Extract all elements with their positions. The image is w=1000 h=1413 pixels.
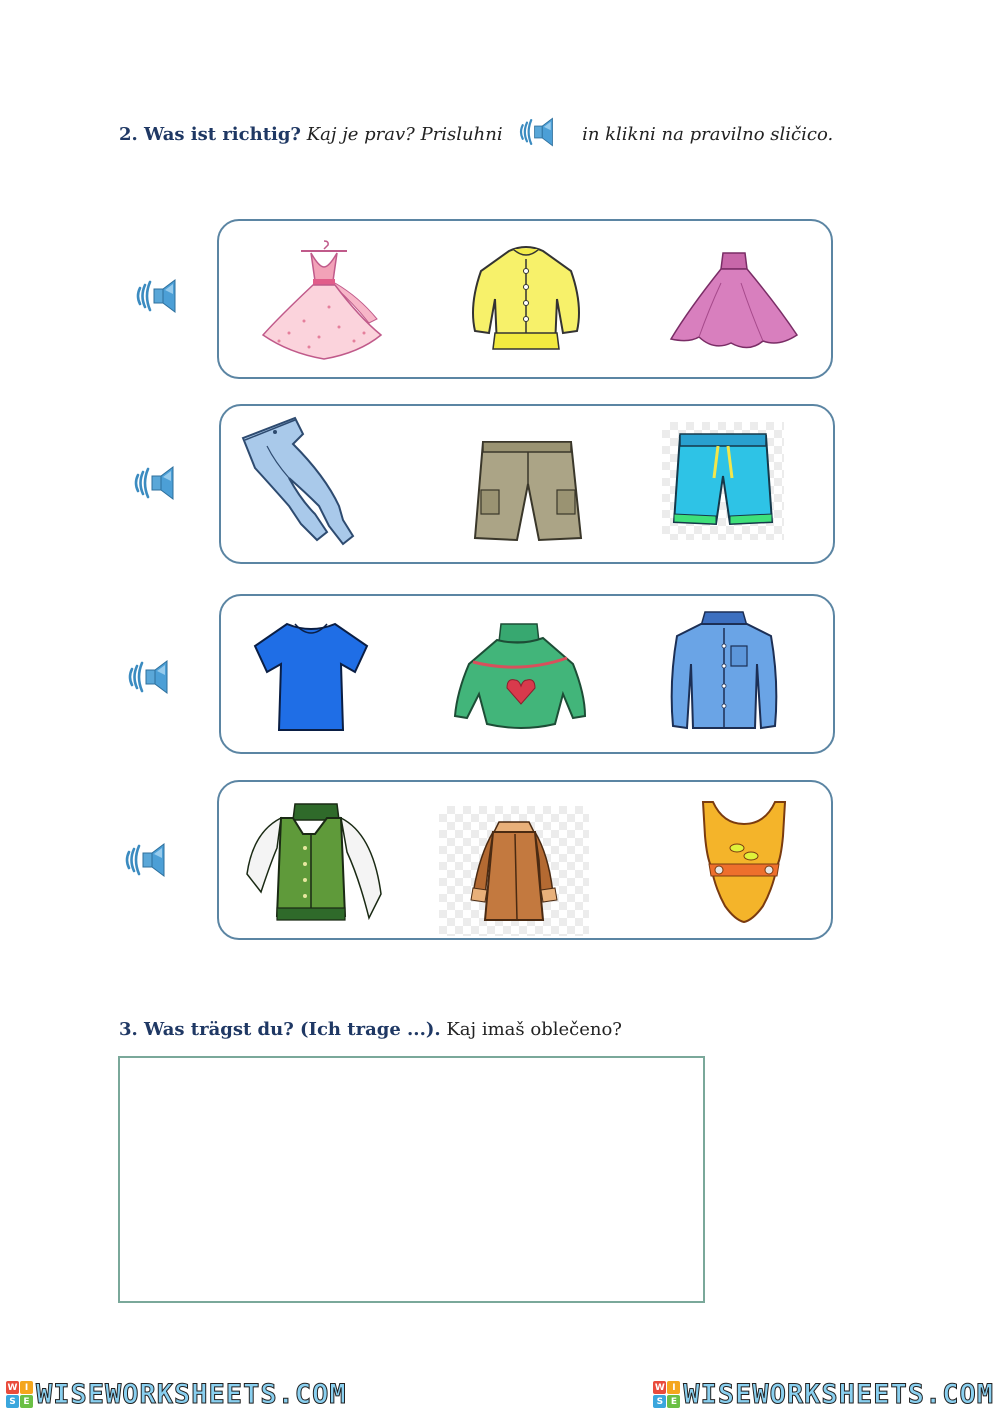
swimsuit-icon[interactable] [669, 796, 819, 926]
wiseworksheets-logo-icon: W I S E [653, 1381, 680, 1408]
t-shirt-icon[interactable] [251, 612, 371, 742]
answer-text-area[interactable] [118, 1056, 705, 1303]
watermark-text-left: WISEWORKSHEETS.COM [36, 1379, 347, 1410]
task-3-question: Kaj imaš oblečeno? [446, 1019, 622, 1040]
task-2-instruction-text: in klikni na pravilno sličico. [582, 124, 834, 145]
task-2-number: 2. Was ist richtig? [119, 124, 301, 145]
task-3-instruction [119, 1018, 622, 1042]
jeans-icon[interactable] [235, 416, 385, 546]
row-4-box [217, 780, 833, 940]
blouse-icon[interactable] [451, 235, 601, 365]
row-1-speaker-icon[interactable] [135, 276, 181, 316]
shirt-icon[interactable] [659, 606, 789, 736]
task-2-listen-word: Prisluhni [420, 124, 503, 145]
skirt-icon[interactable] [659, 239, 809, 369]
row-3-speaker-icon[interactable] [127, 657, 173, 697]
jacket-icon[interactable] [241, 798, 391, 928]
swim-shorts-icon[interactable] [662, 422, 784, 540]
task-3-number: 3. Was trägst du? (Ich trage ...). [119, 1019, 441, 1040]
cargo-shorts-icon[interactable] [453, 428, 603, 558]
row-2-box [219, 404, 835, 564]
task-2-question: Kaj je prav? [306, 124, 415, 145]
row-2-speaker-icon[interactable] [133, 463, 179, 503]
dress-icon[interactable] [249, 237, 399, 367]
coat-icon[interactable] [439, 806, 589, 936]
row-3-box [219, 594, 835, 754]
row-4-speaker-icon[interactable] [124, 840, 170, 880]
footer-watermark [0, 1376, 1000, 1413]
sweater-icon[interactable] [445, 614, 595, 744]
task-2-instruction [119, 118, 833, 152]
row-1-box [217, 219, 833, 379]
wiseworksheets-logo-icon: W I S E [6, 1381, 33, 1408]
watermark-text-right: WISEWORKSHEETS.COM [683, 1379, 994, 1410]
watermark-left [6, 1379, 347, 1410]
watermark-right [653, 1379, 994, 1410]
inline-speaker-icon [516, 115, 560, 149]
